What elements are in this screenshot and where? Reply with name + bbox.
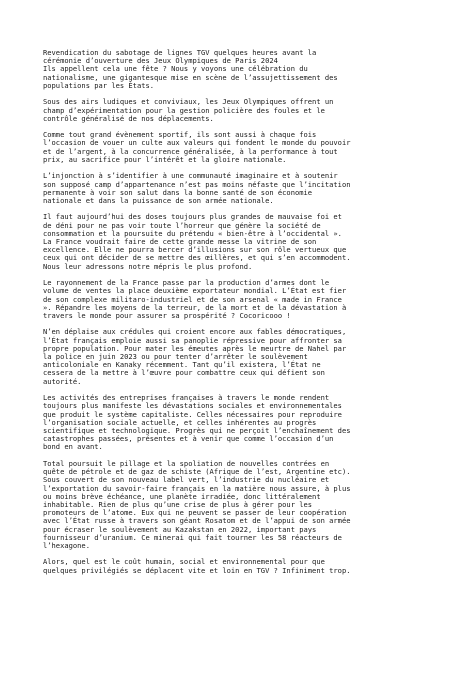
document-body: [43, 49, 443, 583]
paragraph-title-intro: Revendication du sabotage de lignes TGV quelques heures avant la cérémonie d’ouverture des Jeux Olympiques de Paris 2024 Ils appellent cela une fête ? Nous y voyons une célébration du nationalisme, une gigantesque mise en scène de l’assujettissement des populations par les États.: [43, 48, 338, 90]
paragraph-consumer-society: Il faut aujourd’hui des doses toujours plus grandes de mauvaise foi et de déni pour ne pas voir toute l’horreur que génère la société de consommation et la poursuite du prétendu « bien-être à l’occidental ». La France voudrait faire de cette grande messe la vitrine de son excellence. Elle ne pourra bercer d’illusions sur son rôle vertueux que ceux qui ont décider de se mettre des œillères, et qui s’en accommodent. Nous leur adressons notre mépris le plus profond.: [43, 212, 351, 271]
paragraph-sport-values: Comme tout grand évènement sportif, ils sont aussi à chaque fois l’occasion de vouer un culte aux valeurs qui fondent le monde du pouvoir et de l’argent, à la concurrence généralisée, à la performance à tout prix, au sacrifice pour l’intérêt et la gloire nationale.: [43, 130, 351, 164]
paragraph-conclusion: Alors, quel est le coût humain, social et environnemental pour que quelques privilégiés se déplacent vite et loin en TGV ? Infiniment trop.: [43, 557, 351, 575]
paragraph-state-repression: N’en déplaise aux crédules qui croient encore aux fables démocratiques, l’État français emploie aussi sa panoplie répressive pour affronter sa propre population. Pour mater les émeutes après le meurtre de Nahel par la police en juin 2023 ou pour tenter d’arrêter le soulèvement anticoloniale en Kanaky récemment. Tant qu’il existera, l’État ne cessera de la mettre à l’œuvre pour combattre ceux qui défient son autorité.: [43, 327, 347, 386]
paragraph-french-companies: Les activités des entreprises françaises à travers le monde rendent toujours plus manifeste les dévastations sociales et environnementales que produit le système capitaliste. Celles nécessaires pour reproduire l’organisation sociale actuelle, et celles inhérentes au progrès scientifique et technologique. Progrès qui ne perçoit l’enchaînement des catastrophes passées, présentes et à venir que comme l’occasion d’un bond en avant.: [43, 393, 351, 452]
paragraph-total-nuclear: Total poursuit le pillage et la spoliation de nouvelles contrées en quête de pétrole et de gaz de schiste (Afrique de l’est, Argentine etc). Sous couvert de son nouveau label vert, l’industrie du nucléaire et l’exportation du savoir-faire français en la matière nous assure, à plus ou moins brève échéance, une planète irradiée, donc littéralement inhabitable. Rien de plus qu’une crise de plus à gérer pour les promoteurs de l’atome. Eux qui ne peuvent se passer de leur coopération avec l’État russe à travers son géant Rosatom et de l’appui de son armée pour écraser le soulèvement au Kazakstan en 2022, important pays fournisseur d’uranium. Ce minerai qui fait tourner les 58 réacteurs de l’hexagone.: [43, 458, 351, 550]
paragraph-national-identity: L’injonction à s’identifier à une communauté imaginaire et à soutenir son supposé camp d’appartenance n’est pas moins néfaste que l’incitation permanente à voir son salut dans la bonne santé de son économie nationale et dans la puissance de son armée nationale.: [43, 171, 351, 205]
paragraph-arms-export: Le rayonnement de la France passe par la production d’armes dont le volume de ventes la place deuxième exportateur mondial. L’État est fier de son complexe militaro-industriel et de son arsenal « made in France ». Répandre les moyens de la terreur, de la mort et de la dévastation à travers le monde pour assurer sa prospérité ? Cocoricooo !: [43, 278, 347, 320]
paragraph-olympics-control: Sous des airs ludiques et conviviaux, les Jeux Olympiques offrent un champ d’expérimentation pour la gestion policière des foules et le contrôle généralisé de nos déplacements.: [43, 97, 334, 123]
